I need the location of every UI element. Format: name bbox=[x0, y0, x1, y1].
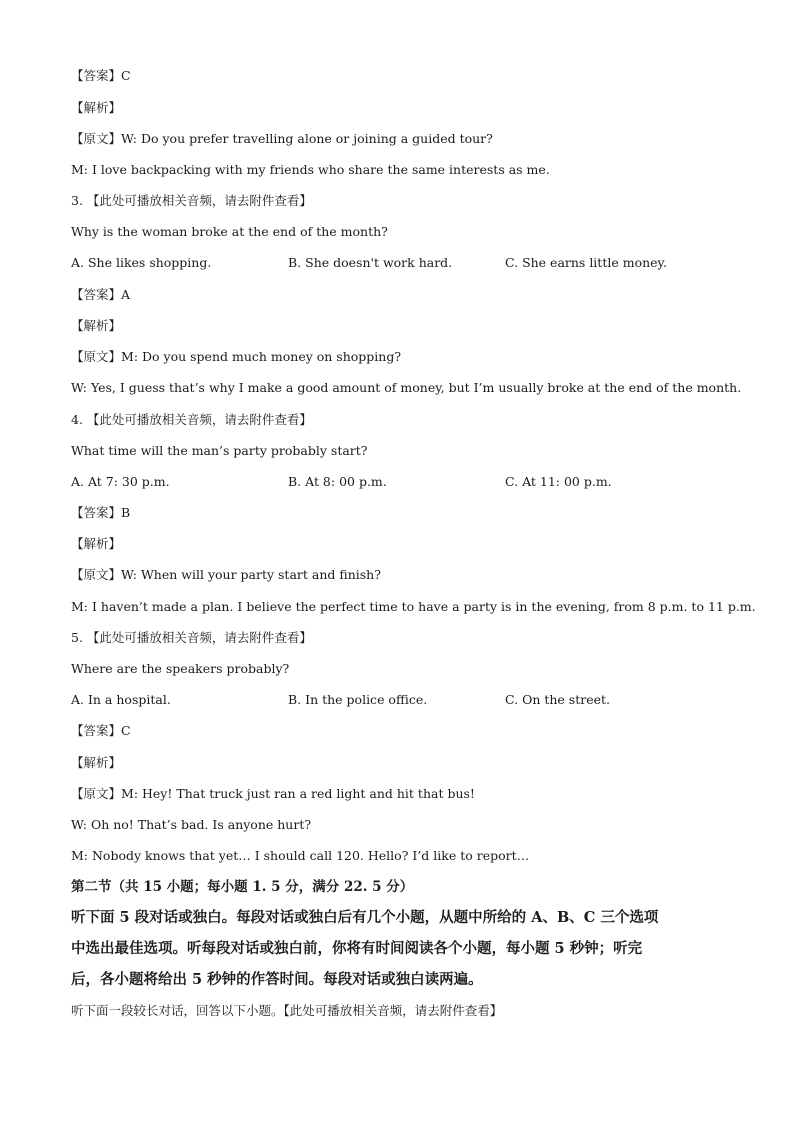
option-b: B. She doesn't work hard. bbox=[288, 255, 453, 270]
audio-note: 【此处可播放相关音频，请去附件查看】 bbox=[86, 412, 312, 427]
question-number: 5. bbox=[71, 630, 83, 645]
q2-original-line bbox=[71, 131, 493, 147]
answer-tag: 【答案】 bbox=[71, 505, 122, 520]
analysis-tag: 【解析】 bbox=[71, 536, 122, 551]
q4-original-line bbox=[71, 567, 381, 583]
transcript-line: M: Nobody knows that yet… I should call 120. Hello? I’d like to report… bbox=[71, 848, 530, 863]
option-c: C. She earns little money. bbox=[505, 255, 667, 270]
original-tag: 【原文】 bbox=[71, 567, 122, 582]
q2-answer-line bbox=[71, 68, 131, 84]
transcript-line: W: Yes, I guess that’s why I make a good amount of money, but I’m usually broke at the end of the month. bbox=[71, 380, 742, 395]
answer-tag: 【答案】 bbox=[71, 287, 122, 302]
q3-analysis-line bbox=[71, 318, 121, 334]
analysis-tag: 【解析】 bbox=[71, 100, 122, 115]
answer-tag: 【答案】 bbox=[71, 68, 122, 83]
answer-value: A bbox=[121, 287, 131, 302]
q5-original-line bbox=[71, 786, 475, 802]
option-a: A. At 7: 30 p.m. bbox=[71, 474, 170, 489]
q4-analysis-line bbox=[71, 536, 121, 552]
answer-tag: 【答案】 bbox=[71, 723, 122, 738]
q5-header bbox=[71, 630, 312, 646]
transcript-line: M: Do you spend much money on shopping? bbox=[121, 349, 402, 364]
answer-value: B bbox=[121, 505, 131, 520]
option-a: A. In a hospital. bbox=[71, 692, 171, 707]
q5-analysis-line bbox=[71, 755, 121, 771]
option-c: C. At 11: 00 p.m. bbox=[505, 474, 612, 489]
q2-analysis-line bbox=[71, 100, 121, 116]
question-text: Where are the speakers probably? bbox=[71, 661, 290, 676]
question-number: 3. bbox=[71, 193, 83, 208]
q3-header bbox=[71, 193, 312, 209]
option-b: B. In the police office. bbox=[288, 692, 428, 707]
option-b: B. At 8: 00 p.m. bbox=[288, 474, 387, 489]
section-instruction: 中选出最佳选项。听每段对话或独白前，你将有时间阅读各个小题，每小题 5 秒钟；听完 bbox=[71, 940, 643, 957]
question-text: Why is the woman broke at the end of the month? bbox=[71, 224, 388, 239]
section-note: 听下面一段较长对话，回答以下小题。【此处可播放相关音频，请去附件查看】 bbox=[71, 1003, 503, 1018]
q3-original-line bbox=[71, 349, 401, 365]
section-instruction: 后，各小题将给出 5 秒钟的作答时间。每段对话或独白读两遍。 bbox=[71, 971, 483, 988]
transcript-line: M: I love backpacking with my friends who share the same interests as me. bbox=[71, 162, 550, 177]
question-text: What time will the man’s party probably start? bbox=[71, 443, 368, 458]
audio-note: 【此处可播放相关音频，请去附件查看】 bbox=[86, 630, 312, 645]
transcript-line: W: Do you prefer travelling alone or joining a guided tour? bbox=[121, 131, 493, 146]
q5-answer-line bbox=[71, 723, 131, 739]
original-tag: 【原文】 bbox=[71, 786, 122, 801]
original-tag: 【原文】 bbox=[71, 349, 122, 364]
audio-note: 【此处可播放相关音频，请去附件查看】 bbox=[86, 193, 312, 208]
transcript-line: W: Oh no! That’s bad. Is anyone hurt? bbox=[71, 817, 312, 832]
answer-value: C bbox=[121, 68, 131, 83]
original-tag: 【原文】 bbox=[71, 131, 122, 146]
analysis-tag: 【解析】 bbox=[71, 318, 122, 333]
option-a: A. She likes shopping. bbox=[71, 255, 212, 270]
q4-answer-line bbox=[71, 505, 130, 521]
option-c: C. On the street. bbox=[505, 692, 610, 707]
transcript-line: W: When will your party start and finish? bbox=[121, 567, 381, 582]
transcript-line: M: I haven’t made a plan. I believe the perfect time to have a party is in the evening, from 8 p.m. to 11 p.m. bbox=[71, 599, 756, 614]
q4-header bbox=[71, 412, 312, 428]
question-number: 4. bbox=[71, 412, 83, 427]
section-heading: 第二节（共 15 小题；每小题 1. 5 分，满分 22. 5 分） bbox=[71, 879, 414, 895]
answer-value: C bbox=[121, 723, 131, 738]
transcript-line: M: Hey! That truck just ran a red light and hit that bus! bbox=[121, 786, 475, 801]
q3-answer-line bbox=[71, 287, 130, 303]
section-instruction: 听下面 5 段对话或独白。每段对话或独白后有几个小题，从题中所给的 A、B、C 三个选项 bbox=[71, 909, 659, 926]
analysis-tag: 【解析】 bbox=[71, 755, 122, 770]
